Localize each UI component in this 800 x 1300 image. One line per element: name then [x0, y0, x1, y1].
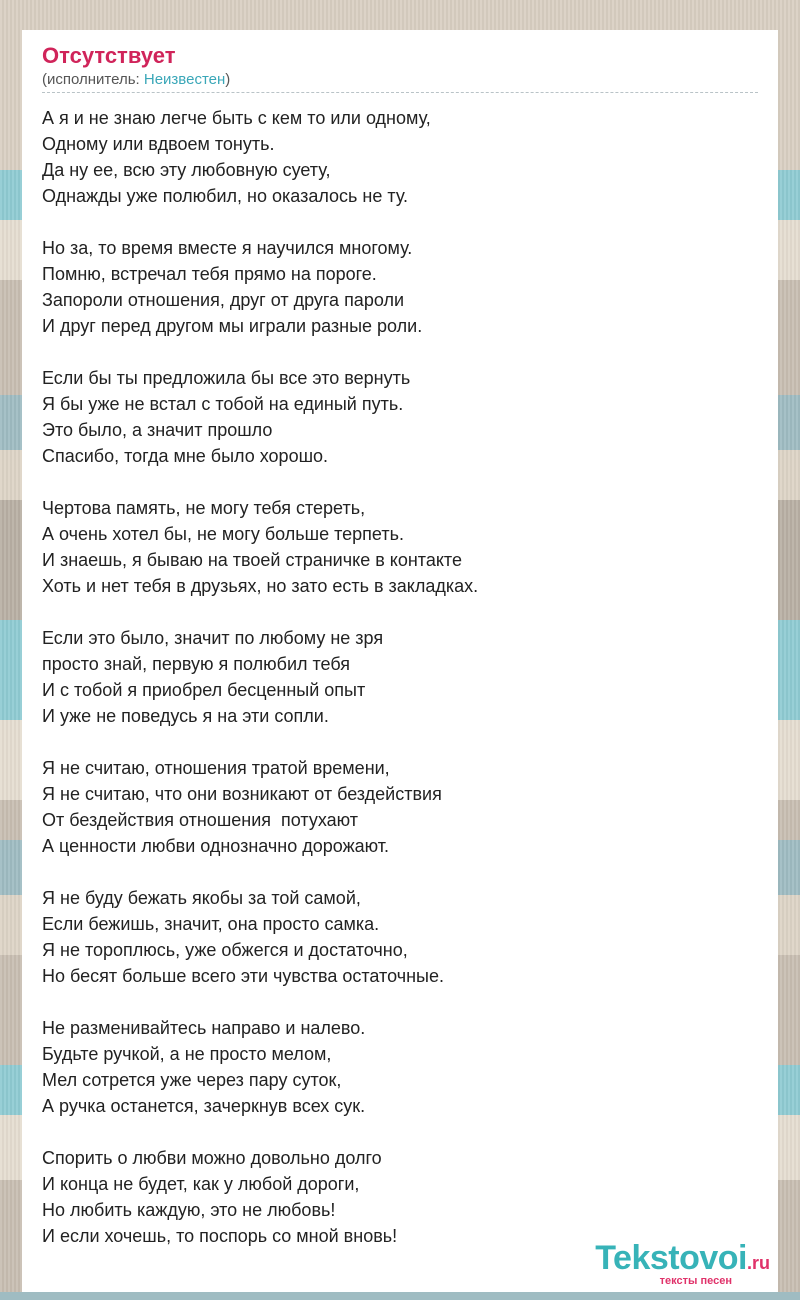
lyrics-stanza	[42, 755, 758, 859]
lyrics-line: Я бы уже не встал с тобой на единый путь.	[42, 394, 404, 414]
lyrics-line: А ценности любви однозначно дорожают.	[42, 836, 389, 856]
lyrics-stanza	[42, 1015, 758, 1119]
lyrics-line: Я не считаю, отношения тратой времени,	[42, 758, 390, 778]
lyrics-line: А я и не знаю легче быть с кем то или одному,	[42, 108, 431, 128]
lyrics-line: Мел сотрется уже через пару суток,	[42, 1070, 342, 1090]
lyrics-stanza	[42, 1145, 758, 1249]
lyrics-line: И с тобой я приобрел бесценный опыт	[42, 680, 366, 700]
lyrics-line: Если бежишь, значит, она просто самка.	[42, 914, 380, 934]
lyrics-line: От бездействия отношения потухают	[42, 810, 358, 830]
lyrics-line: Не разменивайтесь направо и налево.	[42, 1018, 366, 1038]
bottom-strip	[0, 1292, 800, 1300]
lyrics-line: Запороли отношения, друг от друга пароли	[42, 290, 405, 310]
lyrics-line: А ручка останется, зачеркнув всех сук.	[42, 1096, 366, 1116]
logo-name: Tekstovoi	[595, 1239, 747, 1277]
site-logo[interactable]	[595, 1239, 770, 1287]
lyrics-line: И если хочешь, то поспорь со мной вновь!	[42, 1226, 398, 1246]
artist-line	[42, 70, 758, 93]
lyrics-line: Я не тороплюсь, уже обжегся и достаточно,	[42, 940, 408, 960]
lyrics-line: Но любить каждую, это не любовь!	[42, 1200, 336, 1220]
lyrics-stanza	[42, 885, 758, 989]
lyrics-line: Если это было, значит по любому не зря	[42, 628, 384, 648]
lyrics-line: Будьте ручкой, а не просто мелом,	[42, 1044, 332, 1064]
lyrics-line: Если бы ты предложила бы все это вернуть	[42, 368, 411, 388]
lyrics-line: Чертова память, не могу тебя стереть,	[42, 498, 366, 518]
lyrics-line: просто знай, первую я полюбил тебя	[42, 654, 351, 674]
lyrics-line: Но за, то время вместе я научился многому.	[42, 238, 413, 258]
lyrics-line: Я не буду бежать якобы за той самой,	[42, 888, 361, 908]
lyrics-line: И друг перед другом мы играли разные роли.	[42, 316, 423, 336]
lyrics-line: Это было, а значит прошло	[42, 420, 273, 440]
lyrics-stanza	[42, 105, 758, 209]
lyrics-line: Одному или вдвоем тонуть.	[42, 134, 275, 154]
logo-tld: .ru	[746, 1253, 770, 1273]
lyrics-line: А очень хотел бы, не могу больше терпеть.	[42, 524, 404, 544]
lyrics-line: И уже не поведусь я на эти сопли.	[42, 706, 329, 726]
lyrics-line: Спорить о любви можно довольно долго	[42, 1148, 382, 1168]
lyrics-line: Помню, встречал тебя прямо на пороге.	[42, 264, 377, 284]
lyrics-stanza	[42, 235, 758, 339]
lyrics-body	[42, 105, 758, 1249]
lyrics-line: Однажды уже полюбил, но оказалось не ту.	[42, 186, 409, 206]
lyrics-stanza	[42, 495, 758, 599]
lyrics-stanza	[42, 365, 758, 469]
lyrics-card	[22, 30, 778, 1292]
song-title: Отсутствует	[42, 43, 176, 68]
lyrics-line: И конца не будет, как у любой дороги,	[42, 1174, 360, 1194]
logo-tagline: тексты песен	[659, 1275, 732, 1287]
lyrics-line: Спасибо, тогда мне было хорошо.	[42, 446, 329, 466]
lyrics-line: Я не считаю, что они возникают от бездействия	[42, 784, 442, 804]
lyrics-line: Да ну ее, всю эту любовную суету,	[42, 160, 331, 180]
lyrics-line: И знаешь, я бываю на твоей страничке в контакте	[42, 550, 462, 570]
lyrics-line: Но бесят больше всего эти чувства остаточные.	[42, 966, 444, 986]
lyrics-line: Хоть и нет тебя в друзьях, но зато есть в закладках.	[42, 576, 479, 596]
lyrics-stanza	[42, 625, 758, 729]
artist-suffix: )	[225, 71, 231, 88]
artist-link[interactable]: Неизвестен	[143, 71, 226, 88]
artist-prefix: (исполнитель:	[42, 71, 144, 88]
